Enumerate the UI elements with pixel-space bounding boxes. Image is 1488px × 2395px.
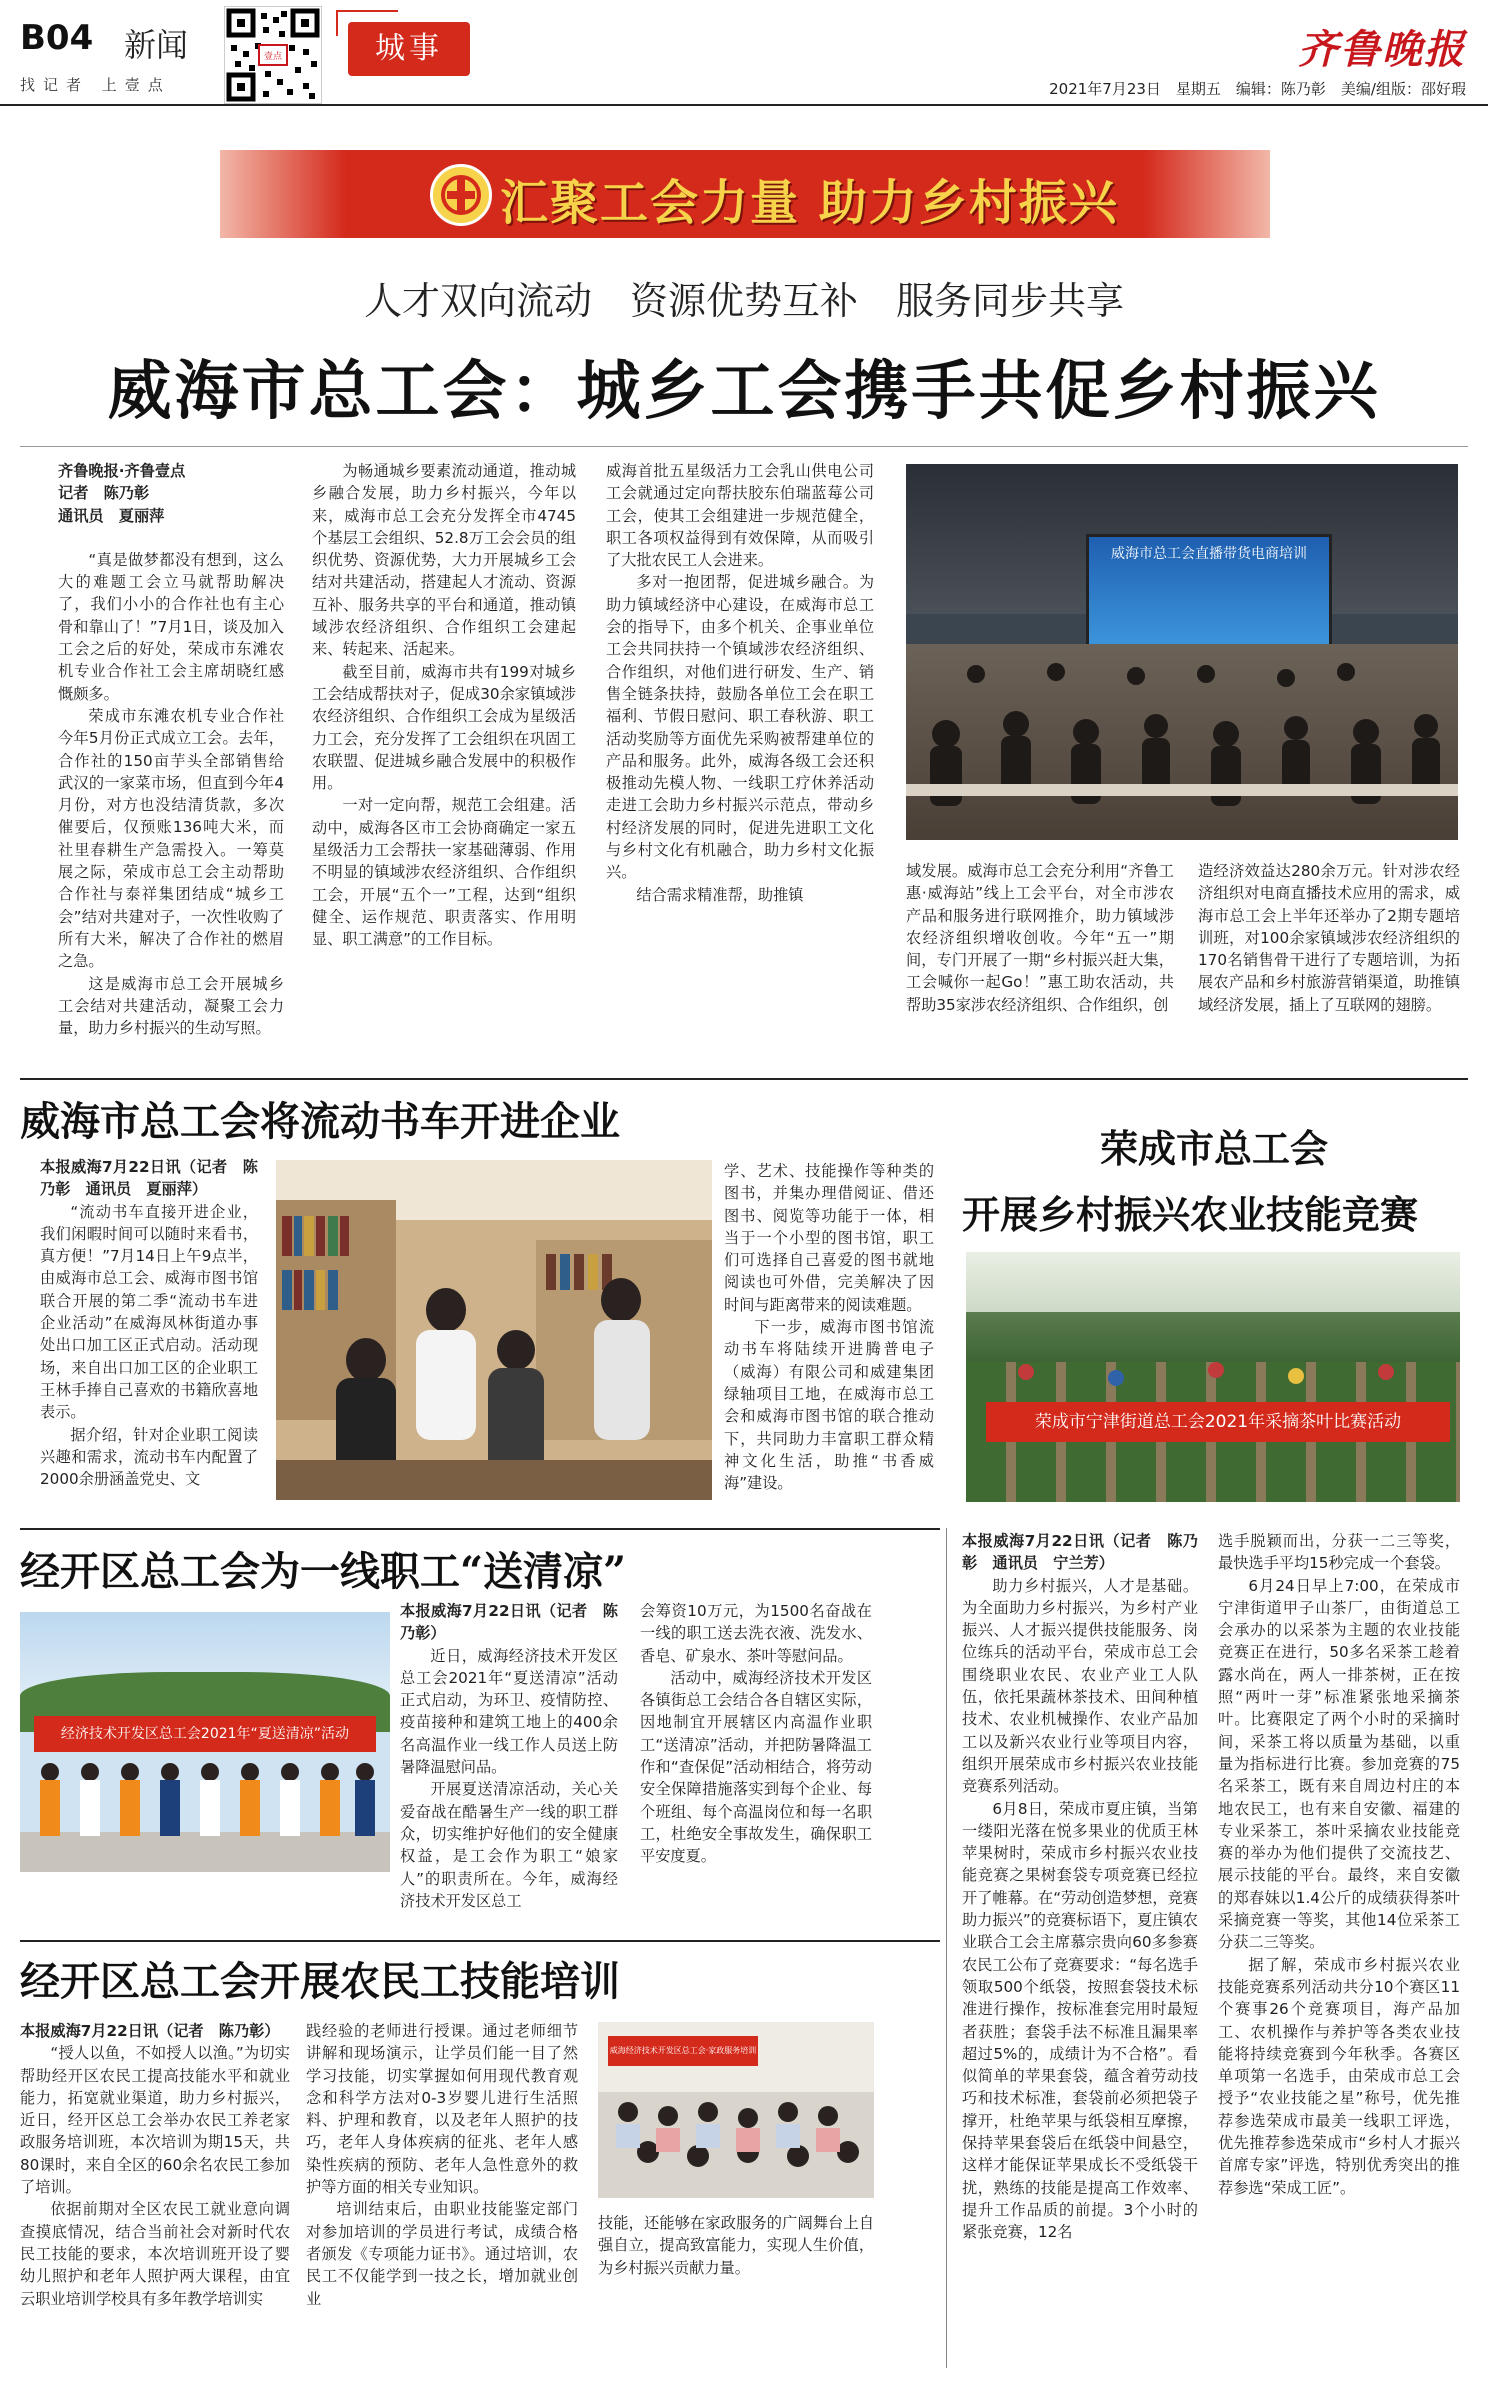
story4-col3-para-1: 技能，还能够在家政服务的广阔舞台上自强自立，提高致富能力，实现人生价值，为乡村振兴贡献力量。 [598, 2214, 874, 2277]
story2-col1-para-2: 据介绍，针对企业职工阅读兴趣和需求，流动书车内配置了2000余册涵盖党史、文 [40, 1425, 258, 1489]
story4-col-1 [20, 2020, 290, 2310]
story4-col-2 [306, 2020, 578, 2310]
qr-label: 壹点 [263, 52, 282, 62]
main-byline-2: 记者 陈乃彰 [58, 484, 150, 503]
story2-col1-para-1: “流动书车直接开进企业，我们闲暇时间可以随时来看书，真方便！”7月14日上午9点半，由威海市总工会、威海市图书馆联合开展的第二季“流动书车进企业活动”在威海凤林街道办事处出口加工区正式启动。活动现场，来自出口加工区的企业职工王林手捧自己喜欢的书籍欣喜地表示。 [40, 1202, 258, 1422]
story5-lead: 本报威海7月22日讯（记者 陈乃彰 通讯员 宁兰芳） [962, 1532, 1198, 1573]
story3-photo [20, 1612, 390, 1872]
column-badge-outline [336, 10, 398, 36]
main-col3-para-1: 威海首批五星级活力工会乳山供电公司工会就通过定向帮扶胶东伯瑞蓝莓公司工会，使其工会组建进一步规范健全，职工各项权益得到有效保障，从而吸引了大批农民工人会进来。 [606, 462, 874, 570]
story3-col1-para-2: 开展夏送清凉活动，关心关爱奋战在酷暑生产一线的职工群众，切实维护好他们的安全健康权益，是工会作为职工“娘家人”的职责所在。今年，威海经济技术开发区总工 [400, 1780, 618, 1910]
main-col2-para-2: 截至目前，威海市共有199对城乡工会结成帮扶对子，促成30余家镇域涉农经济组织、合作组织工会成为星级活力工会，充分发挥了工会组织在巩固工农联盟、促进城乡融合发展中的积极作用。 [312, 662, 576, 793]
main-headline-rule [20, 446, 1468, 447]
story5-photo-banner [986, 1402, 1450, 1442]
story3-photo-banner [34, 1716, 376, 1752]
story4-col1-para-2: 依据前期对全区农民工就业意向调查摸底情况，结合当前社会对新时代农民工技能的要求，本次培训班开设了婴幼儿照护和老年人照护两大课程，由宜云职业培训学校具有多年教学培训实 [20, 2200, 290, 2308]
story4-col2-para-2: 培训结束后，由职业技能鉴定部门对参加培训的学员进行考试，成绩合格者颁发《专项能力证书》。通过培训，农民工不仅能学到一技之长，增加就业创业 [306, 2200, 578, 2308]
left-slogan: 找记者 上壹点 [20, 76, 171, 94]
story5-headline-line2: 开展乡村振兴农业技能竞赛 [962, 1192, 1419, 1237]
main-col4-para-1: 域发展。威海市总工会充分利用“齐鲁工惠·威海站”线上工会平台，对全市涉农产品和服务进行联网推介，助力镇域涉农经济组织增收创收。今年“五一”期间，专门开展了一期“乡村振兴赶大集，工会喊你一起Go！”惠工助农活动，共帮助35家涉农经济组织、合作组织，创 [906, 862, 1174, 1014]
story2-headline: 威海市总工会将流动书车开进企业 [20, 1098, 620, 1145]
story3-headline: 经开区总工会为一线职工“送清凉” [20, 1548, 627, 1595]
qr-code-icon[interactable] [224, 6, 322, 104]
masthead [0, 0, 1488, 108]
main-col-2 [312, 460, 576, 951]
main-col1-para-1: “真是做梦都没有想到，这么大的难题工会立马就帮助解决了，我们小小的合作社也有主心骨和靠山了！”7月1日，谈及加入工会之后的好处，荣成市东滩农机专业合作社工会主席胡晓红感慨颇多。 [58, 550, 284, 703]
main-bottom-rule [20, 1078, 1468, 1080]
story2-col2-para-2: 下一步，威海市图书馆流动书车将陆续开进腾普电子（威海）有限公司和威建集团绿轴项目工地，在威海市总工会和威海市图书馆的联合推动下，共同助力丰富职工群众精神文化生活，助推“书香威海”建设。 [724, 1318, 934, 1493]
bookshelf-scene [276, 1160, 712, 1500]
story4-photo-banner-text: 威海经济技术开发区总工会·家政服务培训 [609, 2046, 757, 2055]
story5-col1-para-2: 6月8日，荣成市夏庄镇，当第一缕阳光落在悦多果业的优质王林苹果树时，荣成市乡村振兴农业技能竞赛之果树套袋专项竞赛已经拉开了帷幕。在“劳动创造梦想，竞赛助力振兴”的竞赛标语下，夏庄镇农业联合工会主席慕宗贵向60多参赛农民工公布了竞赛要求：“每名选手领取500个纸袋，按照套袋技术标准进行操作，按标准套完用时最短者获胜；套袋手法不标准且漏果率超过5%的，成绩计为不合格”。看似简单的苹果套袋，蕴含着劳动技巧和技术标准，套袋前必须把袋子撑开，杜绝苹果与纸袋相互摩擦，保持苹果套袋后在纸袋中间悬空，这样才能保证苹果成长不受纸袋干扰，熟练的技能是提高工作效率、提升工作品质的前提。3个小时的紧张竞赛，12名 [962, 1799, 1198, 2242]
story2-photo [276, 1160, 712, 1500]
story4-headline: 经开区总工会开展农民工技能培训 [20, 1958, 620, 2005]
story5-col-2 [1218, 1530, 1460, 2199]
story3-col2-para-1: 会筹资10万元，为1500名奋战在一线的职工送去洗衣液、洗发水、香皂、矿泉水、茶叶等慰问品。 [640, 1602, 872, 1665]
column-name: 城事 [375, 31, 443, 66]
story5-headline-line1: 荣成市总工会 [1100, 1126, 1329, 1171]
main-col1-para-2: 荣成市东滩农机专业合作社今年5月份正式成立工会。去年，合作社的150亩芋头全部销售给武汉的一家菜市场，但直到今年4月份，对方也没结清货款，多次催要后，仅预账136吨大米，而社里春耕生产急需投入。一筹莫展之际，荣成市总工会主动帮助合作社与泰祥集团结成“城乡工会”结对共建对子，一次性收购了所有大米，解决了合作社的燃眉之急。 [58, 706, 284, 971]
story5-col-1 [962, 1530, 1198, 2244]
main-col-3 [606, 460, 874, 906]
story3-lead: 本报威海7月22日讯（记者 陈乃彰） [400, 1602, 618, 1643]
main-col-1 [58, 460, 284, 1039]
story2-col-1 [40, 1156, 258, 1490]
story3-top-rule [20, 1528, 940, 1530]
main-col5-para-1: 造经济效益达280余万元。针对涉农经济组织对电商直播技术应用的需求，威海市总工会上半年还举办了2期专题培训班，对100余家镇域涉农经济组织的170名销售骨干进行了专题培训，为拓展农产品和乡村旅游营销渠道，助推镇域经济发展，插上了互联网的翅膀。 [1198, 862, 1460, 1014]
trainees-classroom [598, 2082, 874, 2198]
story2-col-2-visible [724, 1160, 934, 1494]
main-col-4 [906, 860, 1174, 1016]
story4-col1-para-1: “授人以鱼，不如授人以渔。”为切实帮助经开区农民工提高技能水平和就业能力，拓宽就业渠道，助力乡村振兴，近日，经开区总工会举办农民工养老家政服务培训班，本次培训为期15天，共80课时，来自全区的60余名农民工参加了培训。 [20, 2044, 290, 2197]
workers-group [20, 1752, 390, 1872]
story2-col2-para-1: 学、艺术、技能操作等种类的图书，并集办理借阅证、借还图书、阅览等功能于一体，相当于一个小型的图书馆，职工们可选择自己喜爱的图书就地阅读也可外借，完美解决了因时间与距离带来的阅读难题。 [724, 1162, 934, 1314]
story3-photo-banner-text: 经济技术开发区总工会2021年“夏送清凉”活动 [60, 1726, 350, 1742]
main-col2-para-1: 为畅通城乡要素流动通道，推动城乡融合发展，助力乡村振兴，今年以来，威海市总工会充分发挥全市4745个基层工会组织、52.8万工会会员的组织优势、资源优势，大力开展城乡工会结对共建活动，搭建起人才流动、资源互补、服务共享的平台和通道，推动镇域涉农经济组织、合作组织工会建起来、转起来、活起来。 [312, 462, 576, 659]
story5-photo [966, 1252, 1460, 1502]
page-number: B04 [20, 18, 94, 58]
story4-photo-banner [608, 2036, 758, 2066]
story5-col2-para-1: 选手脱颖而出，分获一二三等奖，最快选手平均15秒完成一个套袋。 [1218, 1532, 1460, 1573]
main-photo [906, 464, 1458, 840]
union-logo-icon [430, 164, 492, 226]
main-byline-1: 齐鲁晚报·齐鲁壹点 [58, 462, 186, 480]
banner-text: 汇聚工会力量 助力乡村振兴 [500, 175, 1119, 231]
story3-col-2 [640, 1600, 872, 1868]
main-headline: 威海市总工会：城乡工会携手共促乡村振兴 [107, 354, 1381, 429]
audience-figures [906, 614, 1458, 840]
main-kicker: 人才双向流动 资源优势互补 服务同步共享 [363, 279, 1124, 323]
main-col3-para-2: 多对一抱团帮，促进城乡融合。为助力镇域经济中心建设，在威海市总工会的指导下，由多个机关、企事业单位工会共同扶持一个镇域涉农经济组织、合作组织，对他们进行研发、生产、销售全链条扶持，鼓励各单位工会在职工福利、节假日慰问、职工春秋游、职工活动奖励等方面优先采购被帮建单位的产品和服务。此外，威海各级工会还积极推动先模人物、一线职工疗休养活动走进工会助力乡村振兴示范点，带动乡村经济发展的同时，促进先进职工文化与乡村文化有机融合，助力乡村文化振兴。 [606, 573, 874, 882]
brand-logo: 齐鲁晚报 [1298, 26, 1466, 73]
tea-pickers [966, 1342, 1460, 1402]
main-byline-3: 通讯员 夏丽萍 [58, 506, 165, 525]
section-name: 新闻 [124, 26, 189, 64]
main-col-5 [1198, 860, 1460, 1016]
story3-col1-para-1: 近日，威海经济技术开发区总工会2021年“夏送清凉”活动正式启动，为环卫、疫情防控、疫苗接种和建筑工地上的400余名高温作业一线工作人员送上防暑降温慰问品。 [400, 1646, 618, 1777]
story4-col2-para-1: 践经验的老师进行授课。通过老师细节讲解和现场演示，让学员们能一目了然学习技能，切实掌握如何用现代教育观念和科学方法对0-3岁婴儿进行生活照料、护理和教育，以及老年人照护的技巧，老年人身体疾病的征兆、老年人感染性疾病的预防、老年人急性意外的救护等方面的相关专业知识。 [306, 2022, 578, 2197]
main-col1-para-3: 这是威海市总工会开展城乡工会结对共建活动，凝聚工会力量，助力乡村振兴的生动写照。 [58, 974, 284, 1038]
story4-photo [598, 2022, 874, 2198]
screen-caption: 威海市总工会直播带货电商培训 [1111, 546, 1307, 562]
story3-col2-para-2: 活动中，威海经济技术开发区各镇街总工会结合各自辖区实际，因地制宜开展辖区内高温作业职工“送清凉”活动，并把防暑降温工作和“查保促”活动相结合，将劳动安全保障措施落实到每个企业、每个班组、每个高温岗位和每一名职工，杜绝安全事故发生，确保职工平安度夏。 [640, 1668, 872, 1866]
story4-lead: 本报威海7月22日讯（记者 陈乃彰） [20, 2022, 280, 2040]
story4-top-rule [20, 1940, 940, 1942]
main-col2-para-3: 一对一定向帮，规范工会组建。活动中，威海各区市工会协商确定一家五星级活力工会帮扶一家基础薄弱、作用不明显的镇域涉农经济组织、合作组织工会，开展“五个一”工程，达到“组织健全、运作规范、职责落实、作用明显、职工满意”的工作目标。 [312, 796, 576, 949]
issue-info: 2021年7月23日 星期五 编辑：陈乃彰 美编/组版：邵好瑕 [1049, 80, 1466, 98]
story2-lead: 本报威海7月22日讯（记者 陈乃彰 通讯员 夏丽萍） [40, 1158, 258, 1199]
story5-col2-para-3: 据了解，荣成市乡村振兴农业技能竞赛系列活动共分10个赛区11个赛事26个竞赛项目，海产品加工、农机操作与养护等各类农业技能将持续竞赛到今年秋季。各赛区单项第一名选手，由荣成市总工会授予“农业技能之星”称号，优先推荐参选荣成市最美一线职工评选，优先推荐参选荣成市“乡村人才振兴首席专家”评选，特别优秀突出的推荐参选“荣成工匠”。 [1218, 1955, 1460, 2197]
masthead-rule [0, 104, 1488, 106]
story3-col-1 [400, 1600, 618, 1912]
main-col3-para-3: 结合需求精准帮，助推镇 [636, 885, 804, 904]
story5-photo-banner-text: 荣成市宁津街道总工会2021年采摘茶叶比赛活动 [1034, 1412, 1402, 1432]
story5-divider [946, 1528, 947, 2368]
story4-col-3 [598, 2212, 874, 2279]
theme-banner [220, 150, 1270, 238]
story5-col2-para-2: 6月24日早上7:00，在荣成市宁津街道甲子山茶厂，由街道总工会承办的以采茶为主题的农业技能竞赛正在进行，50多名采茶工趁着露水尚在，两人一排茶树，正在按照“两叶一芽”标准紧张地采摘茶叶。比赛限定了两个小时的采摘时间，采茶工将以质量为基础，以重量为指标进行比赛。参加竞赛的75名采茶工，既有来自周边村庄的本地农民工，也有来自安徽、福建的专业采茶工，茶叶采摘农业技能竞赛的举办为他们提供了交流技艺、展示技能的平台。最终，来自安徽的郑春妹以1.4公斤的成绩获得茶叶采摘竞赛一等奖，其他14位采茶工分获二三等奖。 [1218, 1576, 1460, 1952]
story5-col1-para-1: 助力乡村振兴，人才是基础。为全面助力乡村振兴，为乡村产业振兴、人才振兴提供技能服务、岗位练兵的活动平台，荣成市总工会围绕职业农民、农业产业工人队伍，依托果蔬林茶技术、田间种植技术、农业机械操作、农业产品加工以及新兴农业行业等项目内容，组织开展荣成市乡村振兴农业技能竞赛系列活动。 [962, 1576, 1198, 1796]
